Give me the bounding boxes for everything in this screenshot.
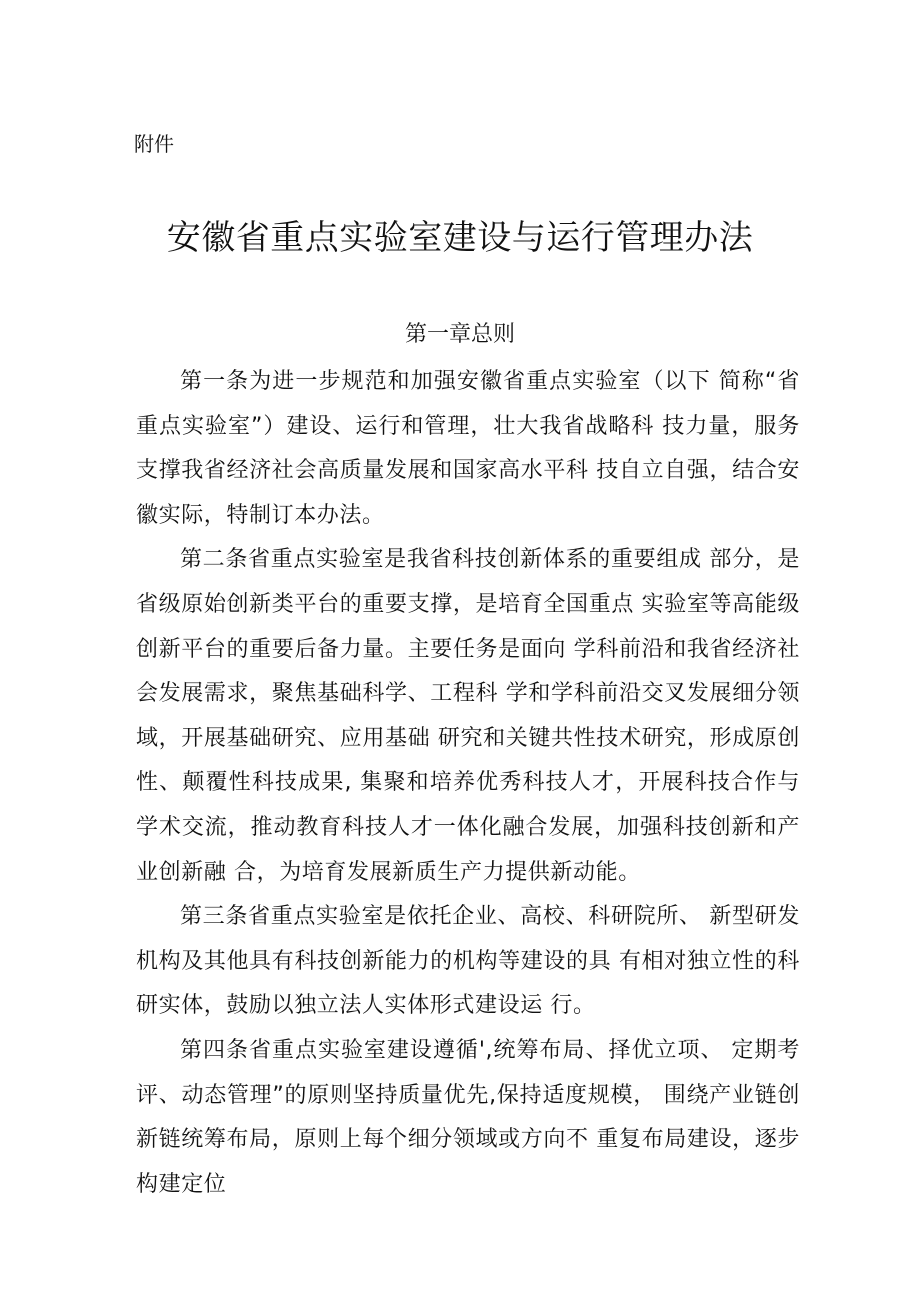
article-1-paragraph: 第一条为进一步规范和加强安徽省重点实验室（以下 简称“省重点实验室”）建设、运行和管理，壮大我省战略科 技力量，服务支撑我省经济社会高质量发展和国家高水平科 技自立自强，结合安徽实际，特制订本办法。: [136, 369, 800, 528]
article-4-paragraph: 第四条省重点实验室建设遵循',统筹布局、择优立项、 定期考评、动态管理”的原则坚持质量优先,保持适度规模， 围绕产业链创新链统筹布局，原则上每个细分领域或方向不 重复布局建设，逐步构建定位: [136, 1037, 800, 1197]
chapter-heading: 第一章总则: [404, 322, 515, 347]
article-3-paragraph: 第三条省重点实验室是依托企业、高校、科研院所、 新型研发机构及其他具有科技创新能力的机构等建设的具 有相对独立性的科研实体，鼓励以独立法人实体形式建设运 行。: [136, 904, 800, 1019]
document-title: 安徽省重点实验室建设与运行管理办法: [166, 218, 754, 258]
attachment-label: 附件: [134, 132, 174, 156]
document-body: [136, 360, 800, 1207]
article-2-paragraph: 第二条省重点实验室是我省科技创新体系的重要组成 部分，是省级原始创新类平台的重要支撑，是培育全国重点 实验室等高能级创新平台的重要后备力量。主要任务是面向 学科前沿和我省经济社会发展需求，聚焦基础科学、工程科 学和学科前沿交叉发展细分领域，开展基础研究、应用基础 研究和关键共性技术研究，形成原创性、颠覆性科技成果, 集聚和培养优秀科技人才，开展科技合作与学术交流，推动教育科技人才一体化融合发展，加强科技创新和产业创新融 合，为培育发展新质生产力提供新动能。: [136, 547, 800, 885]
